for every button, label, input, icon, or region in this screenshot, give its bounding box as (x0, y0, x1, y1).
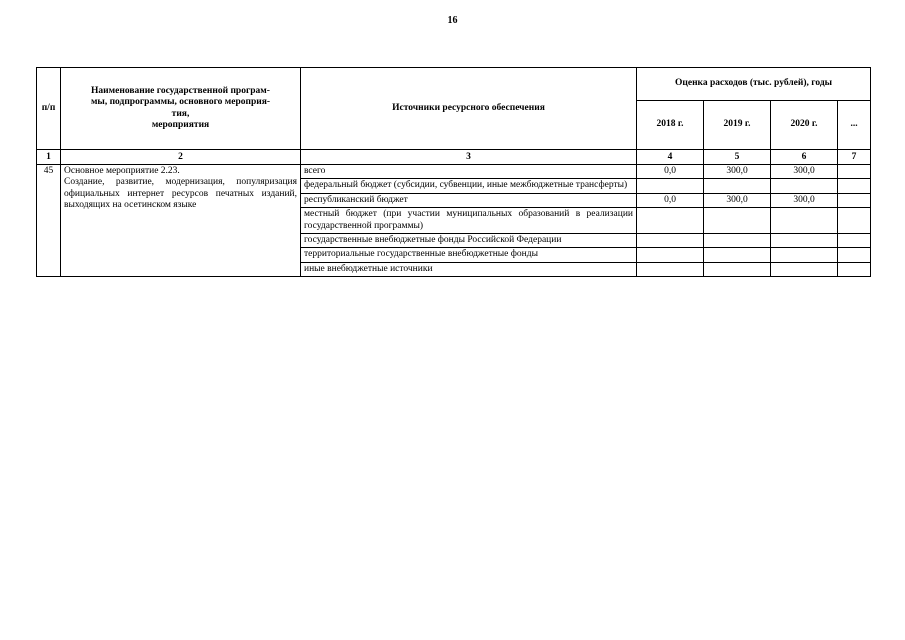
column-number: 4 (637, 150, 704, 165)
header-name (61, 68, 301, 150)
value-2018 (637, 208, 704, 234)
value-2018: 0,0 (637, 165, 704, 179)
row-number: 45 (37, 165, 61, 277)
measure-description: Создание, развитие, модернизация, популяризация официальных интернет ресурсов печатных изданий, выходящих на осетинском языке (64, 177, 297, 211)
page-number: 16 (447, 15, 458, 26)
header-year-2020: 2020 г. (771, 101, 838, 150)
value-more (838, 248, 871, 262)
value-2020 (771, 233, 838, 247)
value-more (838, 262, 871, 276)
value-2018 (637, 248, 704, 262)
value-2019 (704, 208, 771, 234)
column-number: 3 (301, 150, 637, 165)
column-number: 5 (704, 150, 771, 165)
table-row (37, 165, 871, 179)
value-2019 (704, 248, 771, 262)
header-row-1 (37, 68, 871, 101)
value-2019: 300,0 (704, 165, 771, 179)
header-num: п/п (37, 68, 61, 150)
measure-title: Основное мероприятие 2.23. (64, 166, 180, 176)
header-name-line-3: тия, (171, 108, 190, 119)
header-year-2018: 2018 г. (637, 101, 704, 150)
value-2019 (704, 262, 771, 276)
value-2018 (637, 233, 704, 247)
source-label: республиканский бюджет (301, 193, 637, 207)
measure-name (61, 165, 301, 277)
header-source: Источники ресурсного обеспечения (301, 68, 637, 150)
column-number-row (37, 150, 871, 165)
source-label: территориальные государственные внебюджетные фонды (301, 248, 637, 262)
source-label: всего (301, 165, 637, 179)
header-year-more: ... (838, 101, 871, 150)
value-more (838, 193, 871, 207)
column-number: 6 (771, 150, 838, 165)
value-2018: 0,0 (637, 193, 704, 207)
header-name-line-1: Наименование государственной програм- (91, 85, 270, 96)
source-label: федеральный бюджет (субсидии, субвенции, иные межбюджетные трансферты) (301, 179, 637, 193)
column-number: 2 (61, 150, 301, 165)
value-2019 (704, 179, 771, 193)
source-label: местный бюджет (при участии муниципальных образований в реализации государственной программы) (301, 208, 637, 234)
source-label: государственные внебюджетные фонды Российской Федерации (301, 233, 637, 247)
value-2020: 300,0 (771, 165, 838, 179)
value-2020: 300,0 (771, 193, 838, 207)
value-more (838, 208, 871, 234)
value-2020 (771, 248, 838, 262)
value-2020 (771, 208, 838, 234)
value-2018 (637, 179, 704, 193)
value-2020 (771, 179, 838, 193)
header-year-2019: 2019 г. (704, 101, 771, 150)
value-2019 (704, 233, 771, 247)
value-more (838, 165, 871, 179)
value-2018 (637, 262, 704, 276)
budget-table (36, 67, 871, 277)
source-label: иные внебюджетные источники (301, 262, 637, 276)
column-number: 7 (838, 150, 871, 165)
value-2019: 300,0 (704, 193, 771, 207)
value-more (838, 233, 871, 247)
header-estimate: Оценка расходов (тыс. рублей), годы (637, 68, 871, 101)
header-name-line-2: мы, подпрограммы, основного мероприя- (90, 97, 271, 108)
value-more (838, 179, 871, 193)
header-name-line-4: мероприятия (151, 119, 210, 130)
value-2020 (771, 262, 838, 276)
column-number: 1 (37, 150, 61, 165)
